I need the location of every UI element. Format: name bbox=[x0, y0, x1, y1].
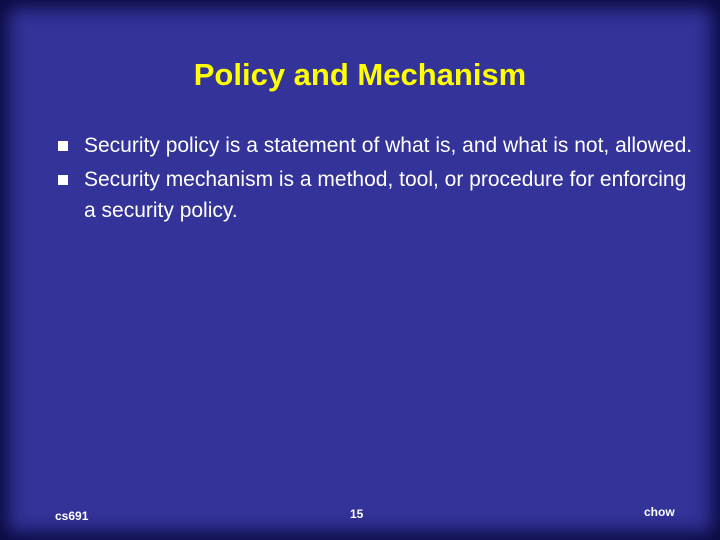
bullet-item-mechanism bbox=[58, 164, 698, 226]
square-bullet-icon bbox=[58, 141, 68, 151]
bullet-list bbox=[58, 130, 698, 229]
bullet-item-policy bbox=[58, 130, 698, 161]
bullet-text: Security policy is a statement of what is, and what is not, allowed. bbox=[84, 134, 693, 157]
slide-title: Policy and Mechanism bbox=[193, 57, 527, 92]
square-bullet-icon bbox=[58, 175, 68, 185]
footer-page-number: 15 bbox=[350, 507, 364, 521]
footer-course: cs691 bbox=[55, 509, 89, 523]
footer-author: chow bbox=[644, 505, 675, 519]
bullet-text: Security mechanism is a method, tool, or procedure for enforcing a security policy. bbox=[84, 168, 687, 222]
